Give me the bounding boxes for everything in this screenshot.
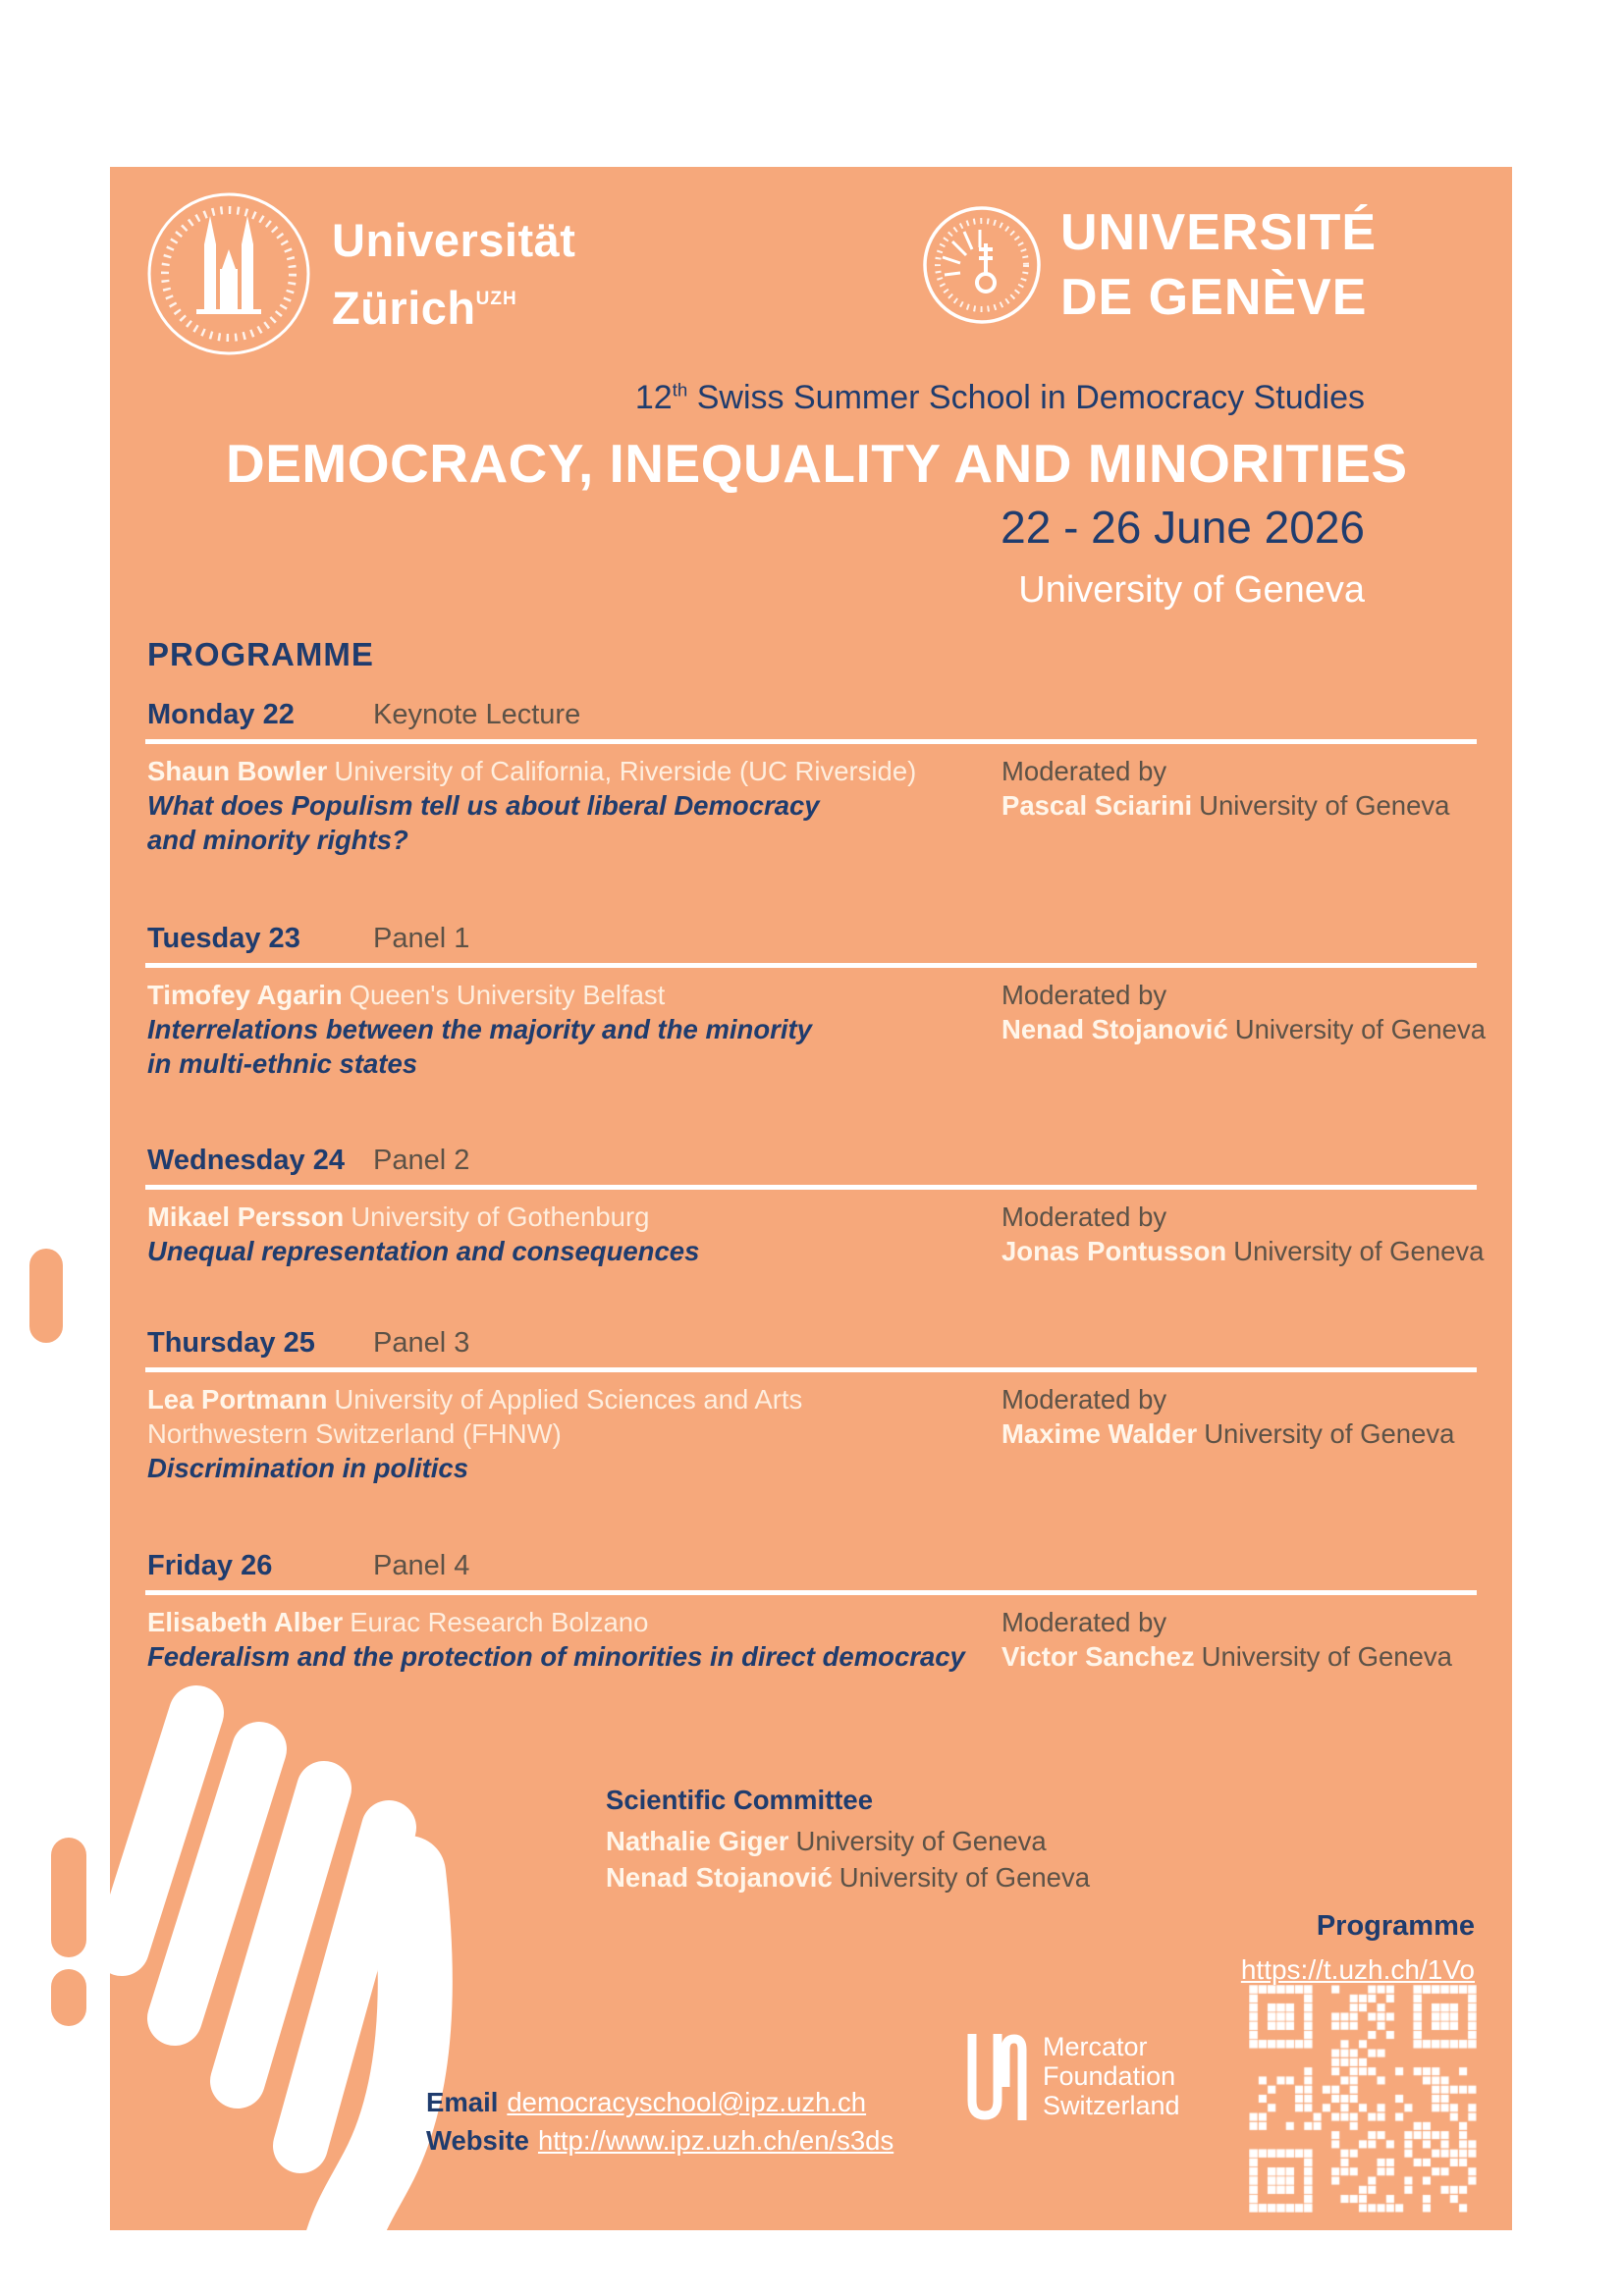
moderator-affiliation: University of Geneva bbox=[1199, 790, 1450, 821]
speaker-name: Lea Portmann bbox=[147, 1384, 328, 1415]
poster-body bbox=[110, 167, 1512, 2230]
unige-logo-line2: DE GENÈVE bbox=[1060, 269, 1368, 326]
moderator-name: Victor Sanchez bbox=[1001, 1641, 1195, 1672]
moderator-block bbox=[1001, 1200, 1492, 1268]
day-label: Tuesday 23 bbox=[147, 923, 300, 954]
moderator-name: Pascal Sciarini bbox=[1001, 790, 1193, 821]
speaker-block bbox=[147, 978, 994, 1081]
programme-heading: PROGRAMME bbox=[147, 636, 374, 672]
contact-block bbox=[426, 2083, 893, 2160]
speaker-name: Shaun Bowler bbox=[147, 756, 328, 786]
session-label: Panel 3 bbox=[373, 1327, 470, 1359]
uzh-logo bbox=[145, 190, 575, 357]
programme-link-block bbox=[1241, 1910, 1475, 1986]
uzh-logo-line1: Universität bbox=[332, 213, 576, 266]
mercator-line: Switzerland bbox=[1043, 2091, 1180, 2120]
speaker-block bbox=[147, 1605, 994, 1674]
mercator-icon bbox=[964, 2030, 1027, 2124]
speaker-name: Timofey Agarin bbox=[147, 980, 343, 1010]
day-header bbox=[147, 699, 580, 731]
subtitle-number: 12 bbox=[634, 379, 673, 416]
talk-title-line: What does Populism tell us about liberal Democracy bbox=[147, 790, 820, 821]
talk-title-line: in multi-ethnic states bbox=[147, 1048, 418, 1079]
uzh-logo-sup: UZH bbox=[475, 288, 517, 309]
committee-heading: Scientific Committee bbox=[606, 1785, 874, 1815]
divider-line bbox=[145, 1185, 1477, 1190]
session-label: Panel 2 bbox=[373, 1145, 470, 1176]
speaker-affiliation: University of Gothenburg bbox=[351, 1201, 650, 1232]
moderator-name: Nenad Stojanović bbox=[1001, 1014, 1228, 1044]
moderator-affiliation: University of Geneva bbox=[1233, 1236, 1485, 1266]
moderated-by-label: Moderated by bbox=[1001, 1607, 1167, 1637]
committee-member-name: Nenad Stojanović bbox=[606, 1862, 833, 1893]
speaker-affiliation: Eurac Research Bolzano bbox=[350, 1607, 649, 1637]
uzh-logo-line2: Zürich bbox=[332, 281, 476, 334]
talk-title-line: and minority rights? bbox=[147, 825, 408, 855]
scientific-committee bbox=[606, 1782, 1090, 1896]
moderator-name: Maxime Walder bbox=[1001, 1418, 1198, 1449]
speaker-affiliation: Queen's University Belfast bbox=[349, 980, 666, 1010]
mercator-logo bbox=[964, 2030, 1180, 2124]
qr-code bbox=[1249, 1985, 1477, 2213]
committee-member-name: Nathalie Giger bbox=[606, 1826, 789, 1856]
day-label: Thursday 25 bbox=[147, 1327, 315, 1359]
moderator-block bbox=[1001, 978, 1492, 1046]
speaker-affiliation: University of California, Riverside (UC Riverside) bbox=[334, 756, 917, 786]
mercator-line: Mercator bbox=[1043, 2032, 1148, 2061]
speaker-block bbox=[147, 1382, 994, 1485]
unige-logo-line1: UNIVERSITÉ bbox=[1060, 204, 1378, 261]
moderator-block bbox=[1001, 754, 1492, 823]
moderator-affiliation: University of Geneva bbox=[1234, 1014, 1486, 1044]
subtitle-text: Swiss Summer School in Democracy Studies bbox=[687, 379, 1365, 416]
event-dates: 22 - 26 June 2026 bbox=[1001, 502, 1365, 553]
speaker-name: Elisabeth Alber bbox=[147, 1607, 344, 1637]
day-header bbox=[147, 1145, 469, 1177]
committee-member-affiliation: University of Geneva bbox=[839, 1862, 1090, 1893]
moderator-block bbox=[1001, 1382, 1492, 1451]
day-label: Wednesday 24 bbox=[147, 1145, 345, 1176]
event-location: University of Geneva bbox=[1018, 569, 1365, 611]
decorative-pill bbox=[51, 1969, 86, 2026]
session-label: Panel 4 bbox=[373, 1550, 470, 1581]
session-label: Panel 1 bbox=[373, 923, 470, 954]
uzh-seal-icon bbox=[145, 190, 312, 357]
speaker-name: Mikael Persson bbox=[147, 1201, 345, 1232]
unige-logo bbox=[921, 200, 1377, 330]
programme-link-label: Programme bbox=[1316, 1910, 1475, 1942]
day-header bbox=[147, 923, 469, 955]
mercator-line: Foundation bbox=[1043, 2061, 1176, 2091]
session-label: Keynote Lecture bbox=[373, 699, 581, 730]
moderator-affiliation: University of Geneva bbox=[1201, 1641, 1452, 1672]
website-label: Website bbox=[426, 2125, 529, 2156]
email-label: Email bbox=[426, 2087, 499, 2117]
event-subtitle bbox=[635, 379, 1365, 417]
moderated-by-label: Moderated by bbox=[1001, 1201, 1167, 1232]
divider-line bbox=[145, 1367, 1477, 1372]
moderated-by-label: Moderated by bbox=[1001, 1384, 1167, 1415]
event-title: DEMOCRACY, INEQUALITY AND MINORITIES bbox=[226, 433, 1408, 494]
decorative-pill bbox=[29, 1249, 63, 1343]
decorative-pill bbox=[51, 1838, 86, 1957]
day-label: Friday 26 bbox=[147, 1550, 273, 1581]
divider-line bbox=[145, 739, 1477, 744]
programme-link[interactable]: https://t.uzh.ch/1Vo bbox=[1240, 1954, 1475, 1985]
subtitle-ordinal: th bbox=[672, 379, 688, 400]
talk-title-line: Discrimination in politics bbox=[147, 1453, 468, 1483]
talk-title-line: Unequal representation and consequences bbox=[147, 1236, 700, 1266]
moderated-by-label: Moderated by bbox=[1001, 980, 1167, 1010]
unige-seal-icon bbox=[921, 204, 1043, 326]
divider-line bbox=[145, 963, 1477, 968]
moderated-by-label: Moderated by bbox=[1001, 756, 1167, 786]
moderator-affiliation: University of Geneva bbox=[1204, 1418, 1455, 1449]
committee-member-affiliation: University of Geneva bbox=[795, 1826, 1047, 1856]
day-header bbox=[147, 1550, 469, 1582]
website-link[interactable]: http://www.ipz.uzh.ch/en/s3ds bbox=[537, 2125, 894, 2156]
speaker-affiliation: University of Applied Sciences and Arts bbox=[334, 1384, 803, 1415]
day-label: Monday 22 bbox=[147, 699, 295, 730]
talk-title-line: Federalism and the protection of minorities in direct democracy bbox=[147, 1641, 965, 1672]
day-header bbox=[147, 1327, 469, 1360]
divider-line bbox=[145, 1590, 1477, 1595]
speaker-block bbox=[147, 754, 994, 857]
speaker-affiliation-2: Northwestern Switzerland (FHNW) bbox=[147, 1418, 562, 1449]
moderator-block bbox=[1001, 1605, 1492, 1674]
speaker-block bbox=[147, 1200, 994, 1268]
talk-title-line: Interrelations between the majority and the minority bbox=[147, 1014, 812, 1044]
moderator-name: Jonas Pontusson bbox=[1001, 1236, 1227, 1266]
email-link[interactable]: democracyschool@ipz.uzh.ch bbox=[507, 2087, 867, 2117]
